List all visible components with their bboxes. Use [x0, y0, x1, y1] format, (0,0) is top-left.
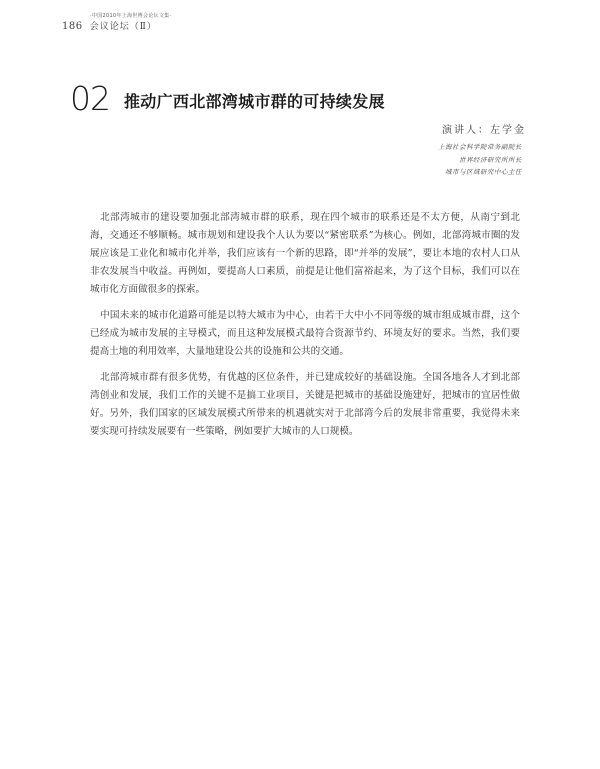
running-header — [62, 19, 157, 32]
speaker-affiliations — [438, 141, 522, 179]
article-title: 推动广西北部湾城市群的可持续发展 — [124, 92, 385, 111]
book-title: 会议论坛（Ⅱ） — [89, 22, 157, 32]
article-body — [90, 209, 520, 449]
article-number: 02 — [70, 79, 110, 118]
speaker-line: 演讲人：左学金 — [442, 125, 526, 136]
body-paragraph: 中国未来的城市化道路可能是以特大城市为中心，由若干大中小不同等级的城市组成城市群，这个已经成为城市发展的主导模式，而且这种发展模式最符合资源节约、环境友好的要求。当然，我们要提高土地的利用效率，大量地建设公共的设施和公共的交通。 — [90, 310, 520, 357]
running-header-subtitle: ·中国2010年上海世博会论坛文集· — [90, 13, 172, 19]
affiliation-line: 世界经济研究所所长 — [459, 155, 522, 164]
body-paragraph: 北部湾城市的建设要加强北部湾城市群的联系，现在四个城市的联系还是不太方便，从南宁到北海，交通还不够顺畅。城市规划和建设我个人认为要以“紧密联系”为核心。例如，北部湾城市圈的发展应该是工业化和城市化并举，我们应该有一个新的思路，即“并举的发展”，要让本地的农村人口从非农发展当中收益。再例如，要提高人口素质，前提是让他们富裕起来，为了这个目标，我们可以在城市化方面做很多的探索。 — [90, 212, 520, 295]
affiliation-line: 上海社会科学院常务副院长 — [438, 143, 522, 151]
page-number: 186 — [62, 21, 83, 32]
body-paragraph: 北部湾城市群有很多优势，有优越的区位条件，并已建成较好的基础设施。全国各地各人才到北部湾创业和发展，我们工作的关键不是搞工业项目，关键是把城市的基础设施建好，把城市的宜居性做好。另外，我们国家的区域发展模式所带来的机遇就实对于北部湾今后的发展非常重要，我觉得未来要实现可持续发展要有一些策略，例如要扩大城市的人口规模。 — [90, 372, 520, 437]
affiliation-line: 城市与区域研究中心主任 — [445, 168, 522, 176]
